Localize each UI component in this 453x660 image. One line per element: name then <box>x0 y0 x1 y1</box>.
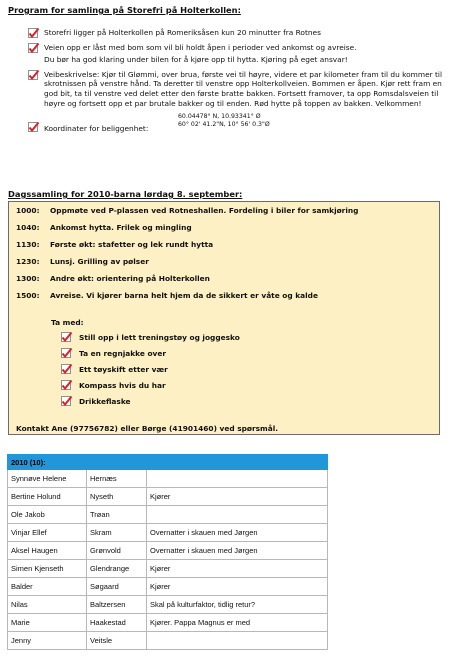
schedule-text: Første økt: stafetter og lek rundt hytta <box>50 240 214 249</box>
bullet-followup: Du bør ha god klaring under bilen for å kjøre opp til hytta. Kjøring på eget ansvar! <box>44 55 348 65</box>
table-row <box>8 470 328 488</box>
ta-med-label: Ta med: <box>51 318 84 327</box>
roster-table <box>7 454 328 650</box>
ta-med-text: Drikkeflaske <box>79 397 131 406</box>
last-name: Grønvold <box>87 542 147 560</box>
checkmark-icon <box>61 380 72 390</box>
first-name: Synnøve Helene <box>8 470 87 488</box>
note: Overnatter i skauen med Jørgen <box>147 542 328 560</box>
note: Kjører <box>147 488 328 506</box>
bullet-coordinates <box>28 113 448 135</box>
table-row <box>8 560 328 578</box>
note: Kjører. Pappa Magnus er med <box>147 614 328 632</box>
first-name: Bertine Holund <box>8 488 87 506</box>
ta-med-text: Ta en regnjakke over <box>79 349 166 358</box>
checkmark-icon <box>61 364 72 374</box>
note: Overnatter i skauen med Jørgen <box>147 524 328 542</box>
first-name: Ole Jakob <box>8 506 87 524</box>
schedule-row <box>16 291 318 300</box>
schedule-row <box>16 240 213 249</box>
coordinates-decimal: 60.04478° N, 10.93341° Ø <box>178 113 261 121</box>
first-name: Jenny <box>8 632 87 650</box>
last-name: Nyseth <box>87 488 147 506</box>
schedule-time: 1130: <box>16 240 40 249</box>
last-name: Haakestad <box>87 614 147 632</box>
schedule-text: Lunsj. Grilling av pølser <box>50 257 149 266</box>
roster-header-cell <box>87 455 147 470</box>
table-row <box>8 506 328 524</box>
roster-header-cell <box>147 455 328 470</box>
schedule-text: Andre økt: orientering på Holterkollen <box>50 274 210 283</box>
schedule-box <box>8 201 440 435</box>
first-name: Balder <box>8 578 87 596</box>
checkmark-icon <box>28 43 39 53</box>
ta-med-text: Ett tøyskift etter vær <box>79 365 168 374</box>
schedule-row <box>16 223 192 232</box>
schedule-time: 1230: <box>16 257 40 266</box>
schedule-row <box>16 257 149 266</box>
first-name: Nilas <box>8 596 87 614</box>
bullet-road <box>28 43 448 53</box>
bullet-text: Storefri ligger på Holterkollen på Romeriksåsen kun 20 minutter fra Rotnes <box>44 28 321 37</box>
bullet-text: Veien opp er låst med bom som vil bli holdt åpen i perioder ved ankomst og avreise. <box>44 42 357 52</box>
first-name: Simen Kjenseth <box>8 560 87 578</box>
program-bullets <box>28 28 448 135</box>
roster-header: 2010 (10): <box>8 455 87 470</box>
coordinates-dms: 60° 02' 41.2"N, 10° 56' 0.3"Ø <box>178 121 270 129</box>
last-name: Søgaard <box>87 578 147 596</box>
schedule-text: Oppmøte ved P-plassen ved Rotneshallen. Fordeling i biler for samkjøring <box>50 206 359 215</box>
roster-header-row <box>8 455 328 470</box>
checkmark-icon <box>28 70 39 80</box>
bullet-location <box>28 28 448 38</box>
last-name: Glendrange <box>87 560 147 578</box>
ta-med-text: Still opp i lett treningstøy og joggesko <box>79 333 240 342</box>
last-name: Hernæs <box>87 470 147 488</box>
table-row <box>8 524 328 542</box>
note: Kjører <box>147 578 328 596</box>
schedule-row <box>16 206 358 215</box>
checkmark-icon <box>28 122 39 132</box>
first-name: Aksel Haugen <box>8 542 87 560</box>
schedule-time: 1000: <box>16 206 40 215</box>
note <box>147 632 328 650</box>
ta-med-text: Kompass hvis du har <box>79 381 166 390</box>
checkmark-icon <box>61 348 72 358</box>
last-name: Baltzersen <box>87 596 147 614</box>
table-row <box>8 614 328 632</box>
schedule-time: 1300: <box>16 274 40 283</box>
schedule-time: 1500: <box>16 291 40 300</box>
note: Kjører <box>147 560 328 578</box>
first-name: Marie <box>8 614 87 632</box>
table-row <box>8 632 328 650</box>
note <box>147 470 328 488</box>
schedule-text: Avreise. Vi kjører barna helt hjem da de sikkert er våte og kalde <box>50 291 318 300</box>
note: Skal på kulturfaktor, tidlig retur? <box>147 596 328 614</box>
coordinates-label: Koordinater for beliggenhet: <box>44 124 149 134</box>
checkmark-icon <box>61 332 72 342</box>
table-row <box>8 542 328 560</box>
checkmark-icon <box>28 28 39 38</box>
last-name: Skram <box>87 524 147 542</box>
bullet-text: Veibeskrivelse: Kjør til Glømmi, over brua, første vei til høyre, videre et par kilometer fram til du kommer til skrotnissen på venstre hånd. Ta deretter til venstre opp Holterkollveien. Bommen er åpen. Kjør rett fram en god bit, ta til venstre ved delet etter den første bratte bakken. Fortsett framover, ta opp Romsdalsveien til høyre og fortsett opp et par brutale bakker og til enden. Rød hytte på toppen av bakken. Velkommen! <box>44 69 443 108</box>
schedule-time: 1040: <box>16 223 40 232</box>
first-name: Vinjar Ellef <box>8 524 87 542</box>
schedule-text: Ankomst hytta. Frilek og mingling <box>50 223 192 232</box>
program-title: Program for samlinga på Storefri på Holterkollen: <box>8 5 241 15</box>
bullet-directions <box>28 70 448 108</box>
table-row <box>8 578 328 596</box>
note <box>147 506 328 524</box>
last-name: Veitsle <box>87 632 147 650</box>
table-row <box>8 488 328 506</box>
schedule-row <box>16 274 210 283</box>
dagssamling-title: Dagssamling for 2010-barna lørdag 8. september: <box>8 189 243 199</box>
checkmark-icon <box>61 396 72 406</box>
table-row <box>8 596 328 614</box>
contact-line: Kontakt Ane (97756782) eller Børge (41901460) ved spørsmål. <box>16 424 279 433</box>
coordinates-values <box>178 113 270 129</box>
last-name: Trøan <box>87 506 147 524</box>
